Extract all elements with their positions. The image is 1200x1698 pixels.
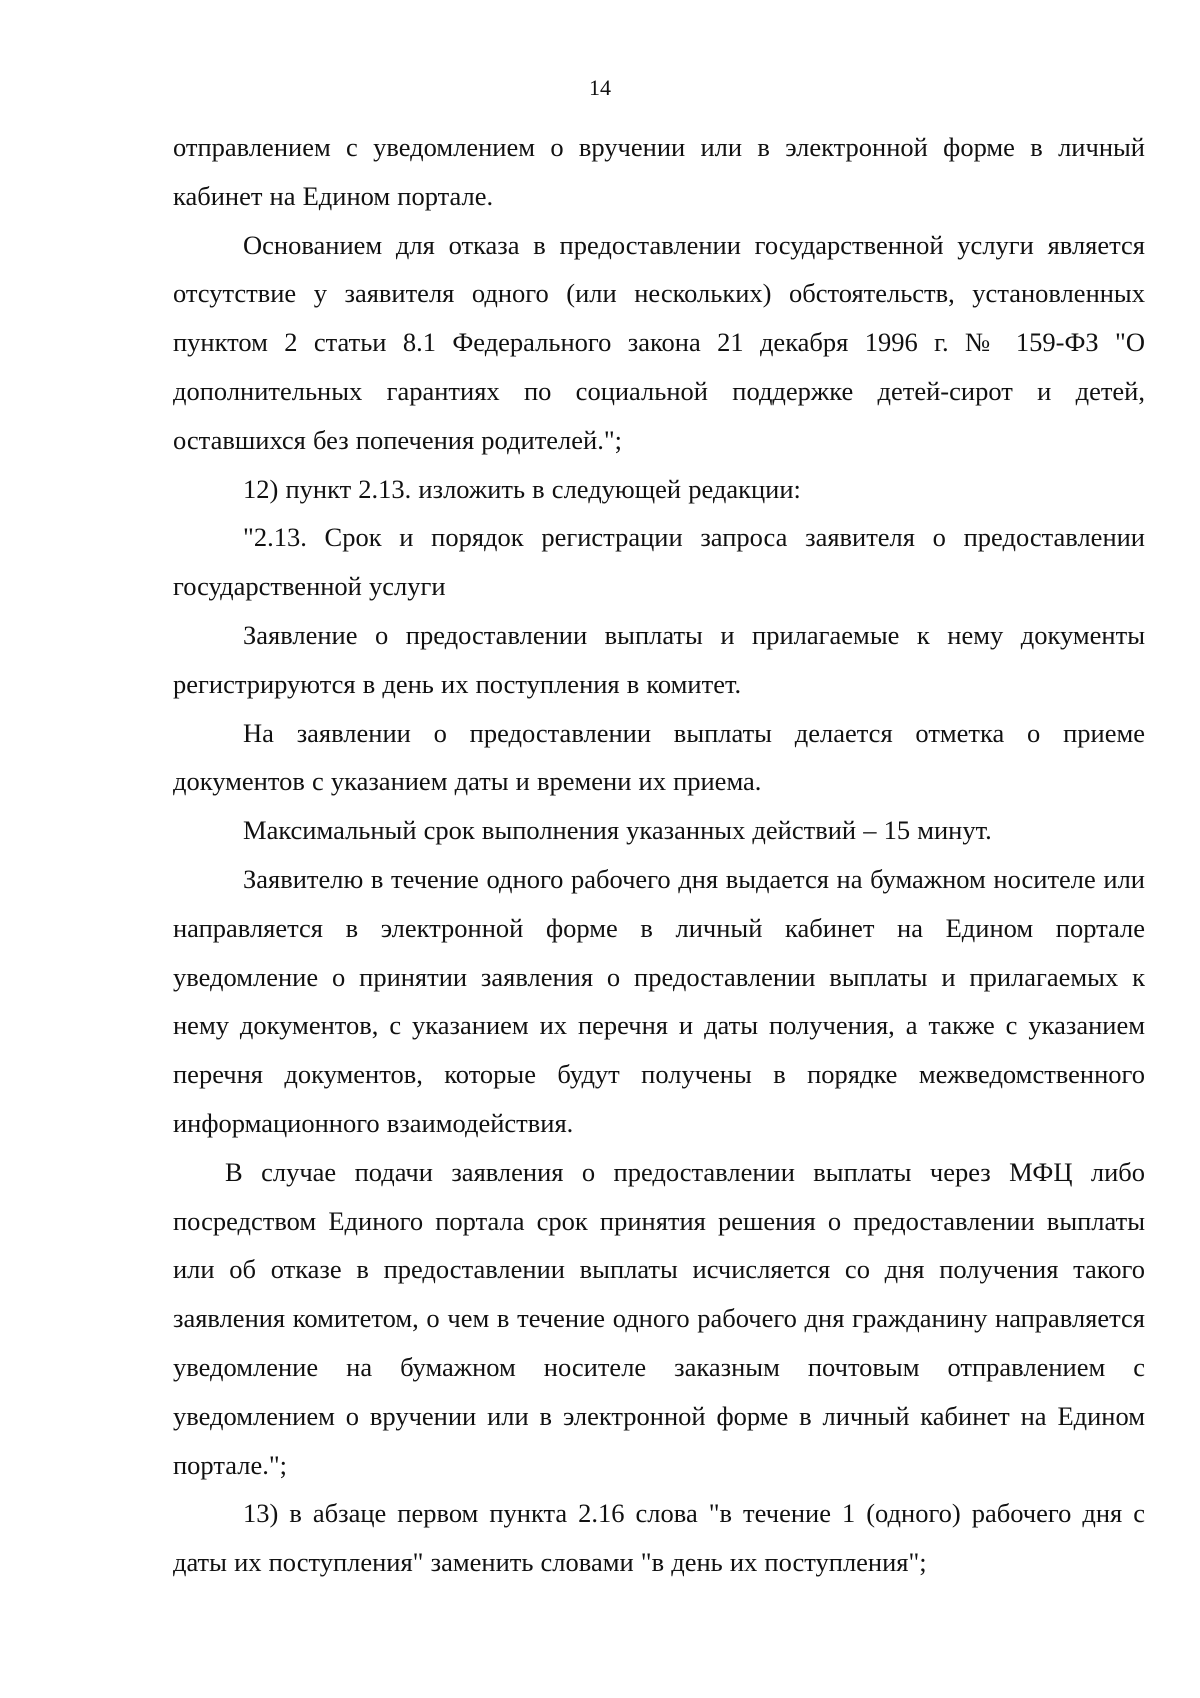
paragraph-item-12: 12) пункт 2.13. изложить в следующей редакции:: [243, 473, 801, 504]
paragraph-item-13: 13) в абзаце первом пункта 2.16 слова "в течение 1 (одного) рабочего дня с даты их поступления" заменить словами "в день их поступления";: [173, 1498, 1145, 1578]
paragraph-section-2-13-heading: "2.13. Срок и порядок регистрации запроса заявителя о предоставлении государственной услуги: [173, 522, 1145, 602]
paragraph-notification: Заявителю в течение одного рабочего дня выдается на бумажном носителе или направляется в электронной форме в личный кабинет на Едином портале уведомление о принятии заявления о предоставлении выплаты и прилагаемых к нему документов, с указанием их перечня и даты получения, а также с указанием перечня документов, которые будут получены в порядке межведомственного информационного взаимодействия.: [173, 863, 1145, 1138]
paragraph-refusal-grounds: Основанием для отказа в предоставлении государственной услуги является отсутствие у заявителя одного (или нескольких) обстоятельств, установленных пунктом 2 статьи 8.1 Федерального закона 21 декабря 1996 г. № 159-ФЗ "О дополнительных гарантиях по социальной поддержке детей-сирот и детей, оставшихся без попечения родителей.";: [173, 229, 1145, 455]
paragraph-registration: Заявление о предоставлении выплаты и прилагаемые к нему документы регистрируются в день их поступления в комитет.: [173, 619, 1145, 699]
paragraph-max-duration: Максимальный срок выполнения указанных действий – 15 минут.: [243, 815, 992, 846]
document-body: [173, 123, 1145, 1587]
paragraph-receipt-mark: На заявлении о предоставлении выплаты делается отметка о приеме документов с указанием даты и времени их приема.: [173, 717, 1145, 797]
paragraph-mfc-submission: В случае подачи заявления о предоставлении выплаты через МФЦ либо посредством Единого портала срок принятия решения о предоставлении выплаты или об отказе в предоставлении выплаты исчисляется со дня получения такого заявления комитетом, о чем в течение одного рабочего дня гражданину направляется уведомление на бумажном носителе заказным почтовым отправлением с уведомлением о вручении или в электронной форме в личный кабинет на Едином портале.";: [173, 1156, 1145, 1480]
paragraph-continuation: отправлением с уведомлением о вручении или в электронной форме в личный кабинет на Едином портале.: [173, 132, 1145, 211]
page-number: 14: [589, 75, 611, 100]
